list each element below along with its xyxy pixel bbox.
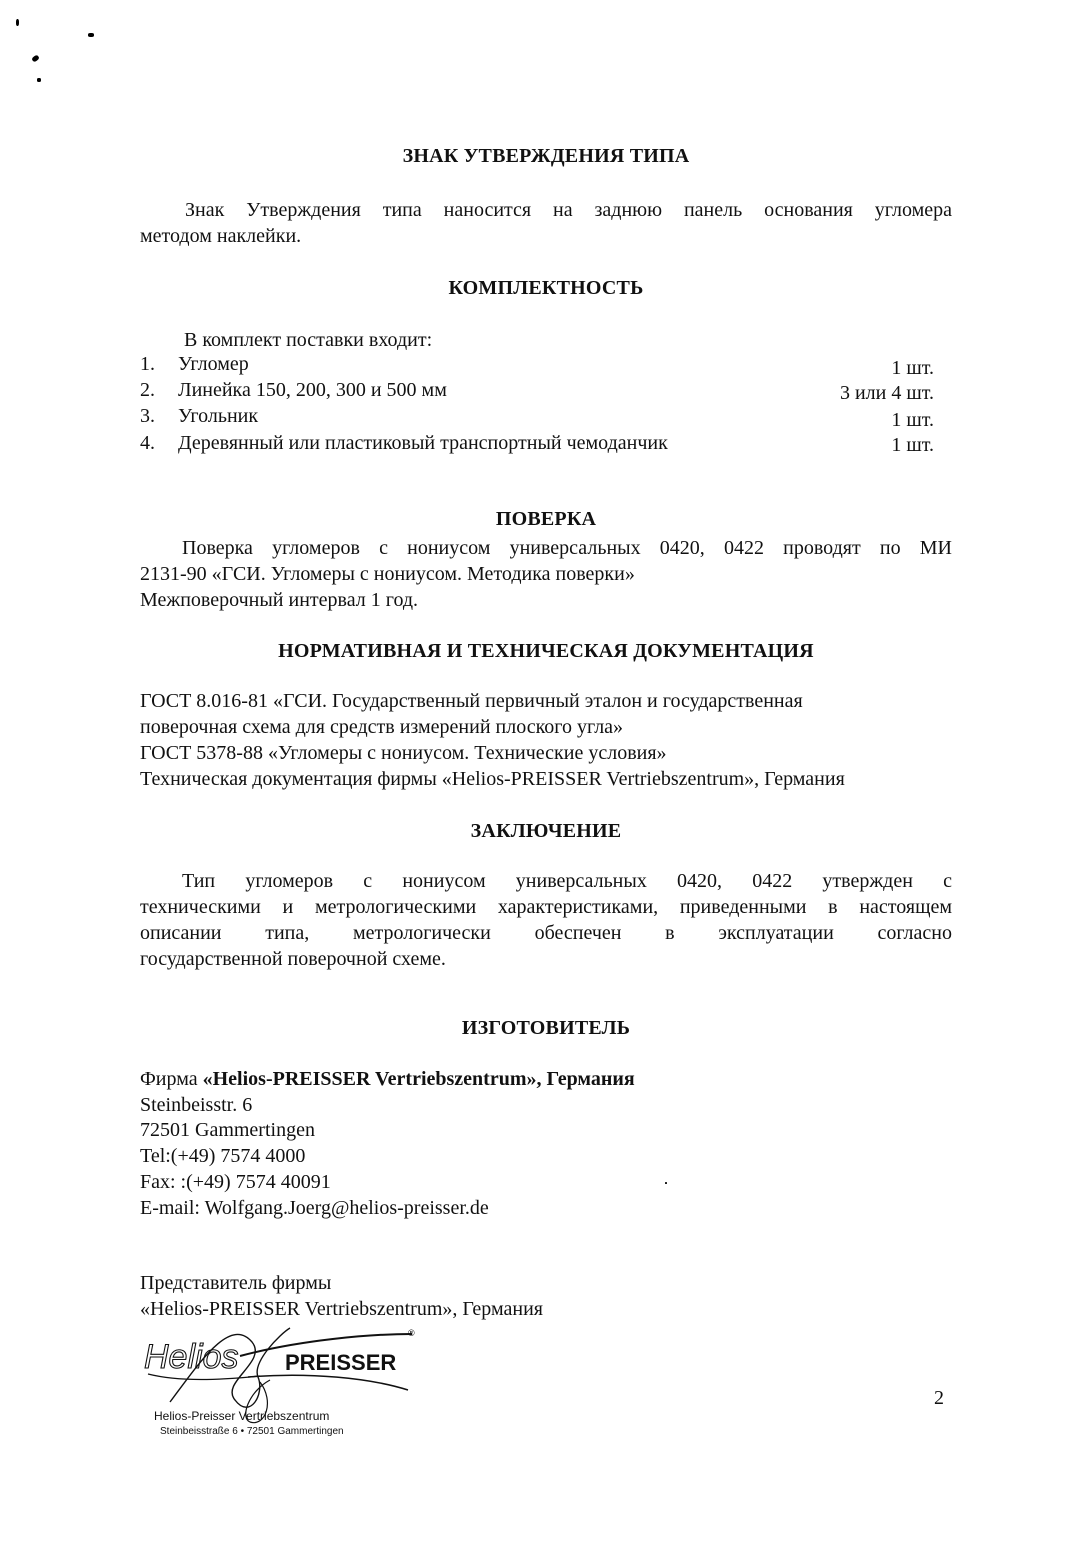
manufacturer-email[interactable]: E-mail: Wolfgang.Joerg@helios-preisser.de [140,1197,489,1219]
verification-text-line2: 2131-90 «ГСИ. Угломеры с нониусом. Методика поверки» [140,563,635,585]
item-quantity: 1 шт. [891,434,934,456]
manufacturer-city: 72501 Gammertingen [140,1119,315,1141]
item-name: Линейка 150, 200, 300 и 500 мм [178,379,447,401]
conclusion-text-line1: Тип угломеров с нониусом универсальных 0420, 0422 утвержден с [182,870,952,892]
section-title-verification: ПОВЕРКА [495,508,597,530]
scan-speck [665,1182,667,1184]
signature-icon [140,1322,440,1442]
item-quantity: 1 шт. [891,357,934,379]
completeness-intro: В комплект поставки входит: [184,329,433,351]
stamp-company: Helios-Preisser Vertriebszentrum [154,1409,330,1423]
item-name: Угольник [178,405,259,427]
item-quantity: 3 или 4 шт. [839,382,934,404]
manufacturer-firm [140,1066,635,1092]
doc-line: ГОСТ 5378-88 «Угломеры с нониусом. Технические условия» [140,742,667,764]
section-title-completeness: КОМПЛЕКТНОСТЬ [448,277,644,299]
item-quantity: 1 шт. [891,409,934,431]
item-number: 1. [140,353,155,375]
registered-mark: ® [408,1328,415,1338]
item-number: 3. [140,405,155,427]
list-item [140,405,934,431]
page-number: 2 [934,1387,944,1409]
list-item [140,353,934,379]
item-name: Угломер [178,353,249,375]
firm-name: «Helios-PREISSER Vertriebszentrum», Германия [202,1068,635,1090]
representative-label: Представитель фирмы [140,1272,332,1294]
doc-line: Техническая документация фирмы «Helios-PREISSER Vertriebszentrum», Германия [140,768,845,790]
scan-speck [16,19,19,26]
section-title-documentation: НОРМАТИВНАЯ И ТЕХНИЧЕСКАЯ ДОКУМЕНТАЦИЯ [278,640,814,662]
list-item [140,379,934,405]
item-number: 2. [140,379,155,401]
helios-logo-text: Helios [144,1338,239,1376]
type-approval-text-line1: Знак Утверждения типа наносится на заднюю панель основания угломера [185,199,952,221]
scan-speck [88,33,94,37]
section-title-manufacturer: ИЗГОТОВИТЕЛЬ [461,1017,631,1039]
scan-speck [31,54,40,62]
item-name: Деревянный или пластиковый транспортный чемоданчик [178,432,668,454]
conclusion-text-line3: описании типа, метрологически обеспечен в эксплуатации согласно [140,922,952,944]
doc-line: поверочная схема для средств измерений плоского угла» [140,716,624,738]
verification-text-line1: Поверка угломеров с нониусом универсальных 0420, 0422 проводят по МИ [182,537,952,559]
item-number: 4. [140,432,155,454]
preisser-logo-text: PREISSER [285,1350,397,1375]
list-item [140,432,934,458]
scan-speck [37,78,41,82]
verification-interval: Межповерочный интервал 1 год. [140,589,419,611]
doc-line: ГОСТ 8.016-81 «ГСИ. Государственный первичный эталон и государственная [140,690,803,712]
firm-prefix: Фирма [140,1068,203,1090]
type-approval-text-line2: методом наклейки. [140,225,302,247]
manufacturer-tel: Tel:(+49) 7574 4000 [140,1145,306,1167]
manufacturer-street: Steinbeisstr. 6 [140,1094,253,1116]
conclusion-text-line2: техническими и метрологическими характеристиками, приведенными в настоящем [140,896,952,918]
representative-firm: «Helios-PREISSER Vertriebszentrum», Германия [140,1298,543,1320]
company-stamp [140,1322,440,1442]
stamp-address: Steinbeisstraße 6 • 72501 Gammertingen [160,1426,344,1437]
manufacturer-fax: Fax: :(+49) 7574 40091 [140,1171,331,1193]
conclusion-text-line4: государственной поверочной схеме. [140,948,446,970]
section-title-conclusion: ЗАКЛЮЧЕНИЕ [470,820,622,842]
section-title-type-approval: ЗНАК УТВЕРЖДЕНИЯ ТИПА [402,145,690,167]
